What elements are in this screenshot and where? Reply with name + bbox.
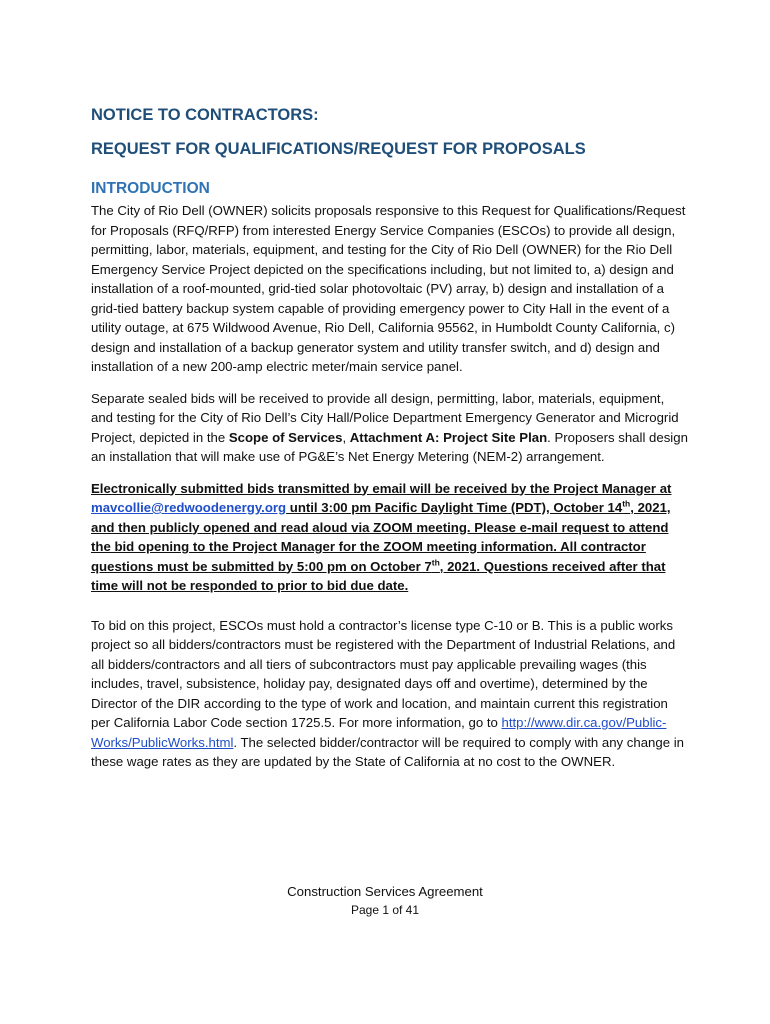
project-manager-email-link[interactable]: mavcollie@redwoodenergy.org bbox=[91, 500, 287, 515]
sealed-bids-paragraph bbox=[91, 389, 689, 467]
page-footer bbox=[0, 883, 770, 918]
attachment-a-label: Attachment A: Project Site Plan bbox=[349, 429, 548, 445]
bid-submission-text-1: Electronically submitted bids transmitted by email will be received by the Project Manager at bbox=[91, 480, 672, 496]
sealed-bids-text-2: , bbox=[342, 429, 350, 445]
license-wages-text-2: . The selected bidder/contractor will be required to comply with any change in these wage rates as they are updated by the State of California at no cost to the OWNER. bbox=[91, 734, 684, 769]
ordinal-suffix: th bbox=[431, 557, 440, 568]
license-wages-text-1: To bid on this project, ESCOs must hold a contractor’s license type C-10 or B. This is a public works project so all bidders/contractors must be registered with the Department of Industrial Relations, and all bidders/contractors and all tiers of subcontractors must pay applicable prevailing wages (this includes, travel, subsistence, holiday pay, designated days off and overtime), determined by the Director of the DIR according to the type of work and location, and maintain current this registration per California Labor Code section 1725.5. For more information, go to bbox=[91, 617, 676, 730]
page-content bbox=[91, 100, 689, 772]
license-wages-paragraph bbox=[91, 616, 689, 772]
notice-title: NOTICE TO CONTRACTORS: bbox=[91, 106, 319, 124]
bid-submission-paragraph bbox=[91, 479, 689, 596]
footer-title: Construction Services Agreement bbox=[287, 884, 483, 899]
page-number: Page 1 of 41 bbox=[350, 903, 420, 917]
introduction-paragraph: The City of Rio Dell (OWNER) solicits proposals responsive to this Request for Qualifications/Request for Proposals (RFQ/RFP) from interested Energy Service Companies (ESCOs) to provide all design, permitting, labor, materials, equipment, and testing for the City of Rio Dell (OWNER) for the Rio Dell Emergency Service Project depicted on the specifications including, but not limited to, a) design and installation of a roof-mounted, grid-tied solar photovoltaic (PV) array, b) design and installation of a grid-tied battery backup system capable of providing emergency power to City Hall in the event of a utility outage, at 675 Wildwood Avenue, Rio Dell, California 95562, in Humboldt County California, c) design and installation of a backup generator system and utility transfer switch, and d) design and installation of a new 200-amp electric meter/main service panel. bbox=[91, 203, 686, 374]
dir-public-works-link[interactable]: http://www.dir.ca.gov/Public-Works/PublicWorks.html bbox=[91, 715, 667, 750]
sealed-bids-text-1: Separate sealed bids will be received to provide all design, permitting, labor, materials, equipment, and testing for the City of Rio Dell’s City Hall/Police Department Emergency Generator and Microgrid Project, depicted in the bbox=[91, 390, 679, 445]
scope-of-services-label: Scope of Services bbox=[228, 429, 343, 445]
ordinal-suffix: th bbox=[622, 498, 631, 509]
sealed-bids-text-3: . Proposers shall design an installation that will make use of PG&E’s Net Energy Metering (NEM-2) arrangement. bbox=[91, 429, 688, 464]
introduction-heading: INTRODUCTION bbox=[91, 180, 210, 197]
bid-submission-text-3: , 2021, and then publicly opened and read aloud via ZOOM meeting. Please e-mail request to attend the bid opening to the Project Manager for the ZOOM meeting information. All contractor questions must be submitted by 5:00 pm on October 7 bbox=[91, 500, 671, 574]
bid-submission-text-2: until 3:00 pm Pacific Daylight Time (PDT), October 14 bbox=[286, 500, 623, 515]
rfq-rfp-title: REQUEST FOR QUALIFICATIONS/REQUEST FOR PROPOSALS bbox=[91, 140, 586, 158]
bid-submission-text-4: , 2021. Questions received after that time will not be responded to prior to bid due date. bbox=[91, 558, 666, 593]
